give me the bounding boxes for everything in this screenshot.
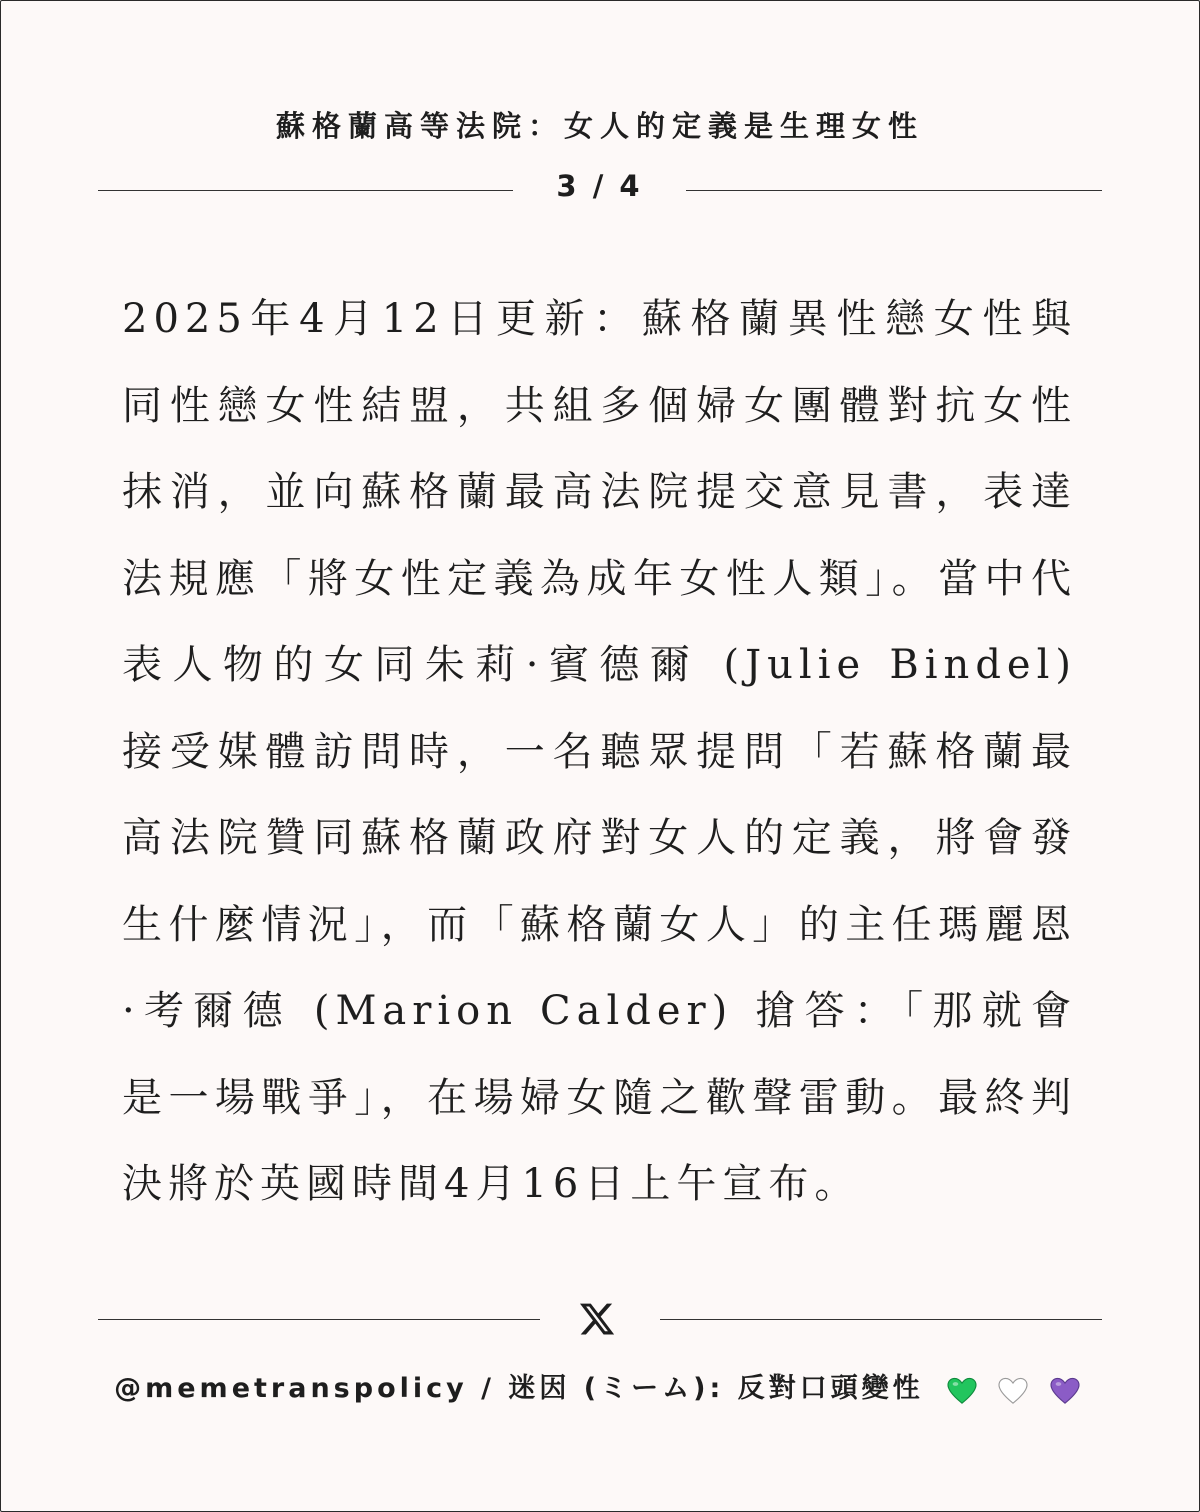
white-heart-icon (998, 1377, 1028, 1405)
purple-heart-icon (1050, 1377, 1080, 1405)
footer-divider-right (660, 1319, 1102, 1320)
footer-credit (0, 1366, 1200, 1405)
header-divider-left (98, 190, 513, 191)
green-heart-icon (947, 1377, 977, 1405)
footer-handle: @memetranspolicy / 迷因 (ミーム): 反對口頭變性 (114, 1373, 924, 1404)
footer-divider-left (98, 1319, 540, 1320)
header-divider-right (686, 190, 1102, 191)
x-logo-icon (578, 1300, 616, 1338)
hearts-group (941, 1374, 1086, 1405)
page-indicator: 3 / 4 (556, 169, 643, 203)
page-title: 蘇格蘭高等法院：女人的定義是生理女性 (275, 109, 924, 143)
body-paragraph: 2025年4月12日更新：蘇格蘭異性戀女性與同性戀女性結盟，共組多個婦女團體對抗女性抹消，並向蘇格蘭最高法院提交意見書，表達法規應「將女性定義為成年女性人類」。當中代表人物的女同朱莉·賓德爾 (Julie Bindel) 接受媒體訪問時，一名聽眾提問「若蘇格蘭最高法院贊同蘇格蘭政府對女人的定義，將會發生什麼情況」，而「蘇格蘭女人」的主任瑪麗恩·考爾德 (Marion Calder) 搶答：「那就會是一場戰爭」，在場婦女隨之歡聲雷動。最終判決將於英國時間4月16日上午宣布。 (122, 296, 1077, 1207)
